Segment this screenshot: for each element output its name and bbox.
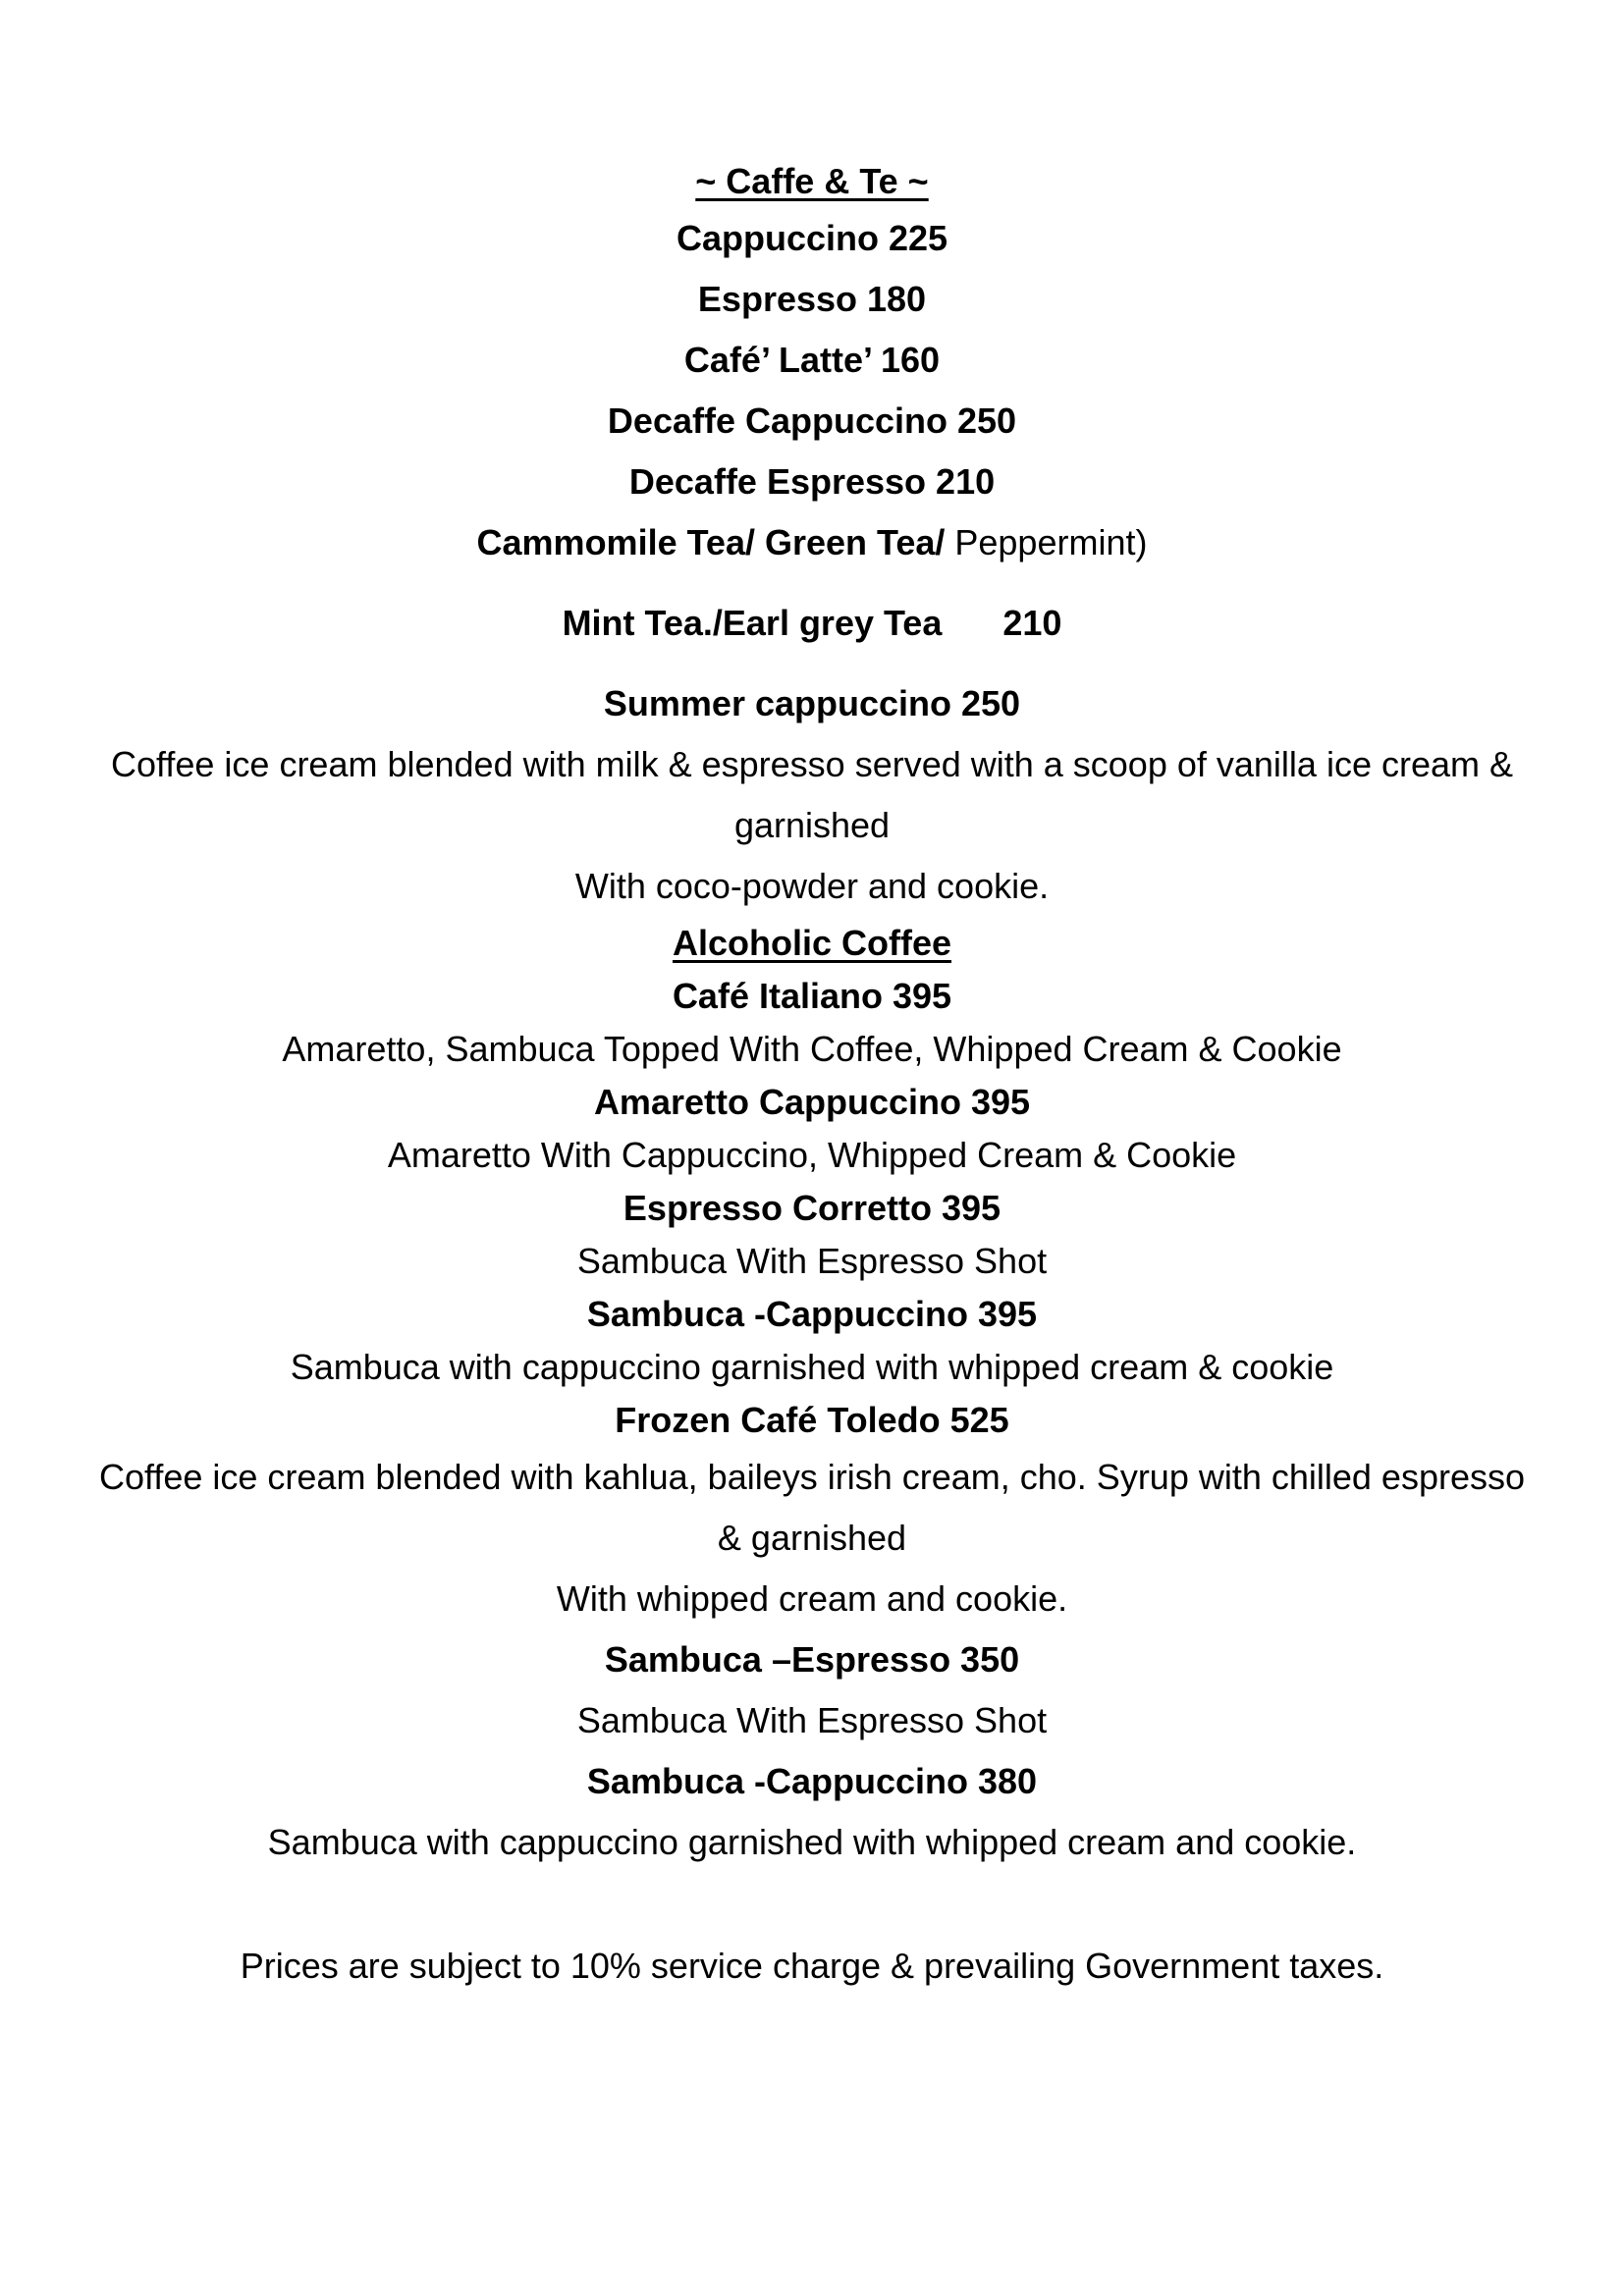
alc-item-espresso-corretto: Espresso Corretto 395	[623, 1188, 1001, 1228]
caffe-te-heading: ~ Caffe & Te ~	[695, 161, 929, 201]
menu-item-decaffe-cappuccino: Decaffe Cappuccino 250	[607, 400, 1017, 441]
alc-item-cafe-italiano-desc: Amaretto, Sambuca Topped With Coffee, Whipped Cream & Cookie	[282, 1029, 1342, 1069]
alc-item-frozen-cafe-toledo-desc-2: With whipped cream and cookie.	[556, 1578, 1068, 1619]
alc-item-cafe-italiano: Café Italiano 395	[672, 976, 952, 1016]
alc-item-sambuca-cappuccino-395-desc: Sambuca with cappuccino garnished with whipped cream & cookie	[290, 1347, 1334, 1387]
alcoholic-coffee-heading: Alcoholic Coffee	[672, 923, 952, 963]
alc-item-espresso-corretto-desc: Sambuca With Espresso Shot	[576, 1241, 1048, 1281]
alc-item-frozen-cafe-toledo-desc: Coffee ice cream blended with kahlua, baileys irish cream, cho. Syrup with chilled espresso & garnished	[98, 1457, 1526, 1558]
alc-item-sambuca-cappuccino-380: Sambuca -Cappuccino 380	[586, 1761, 1038, 1801]
alc-item-sambuca-espresso-desc: Sambuca With Espresso Shot	[576, 1700, 1048, 1740]
alc-item-amaretto-cappuccino-desc: Amaretto With Cappuccino, Whipped Cream & Cookie	[387, 1135, 1237, 1175]
menu-item-cappuccino: Cappuccino 225	[676, 218, 948, 258]
teas-label-bold: Cammomile Tea/ Green Tea/	[476, 522, 946, 562]
pricing-footnote: Prices are subject to 10% service charge & prevailing Government taxes.	[240, 1946, 1384, 1986]
menu-item-cafe-latte: Café’ Latte’ 160	[683, 340, 941, 380]
summer-cappuccino-description-2: With coco-powder and cookie.	[574, 866, 1050, 906]
summer-cappuccino-description: Coffee ice cream blended with milk & espresso served with a scoop of vanilla ice cream & garnished	[111, 744, 1513, 845]
summer-cappuccino-title: Summer cappuccino 250	[603, 683, 1021, 723]
alc-item-frozen-cafe-toledo: Frozen Café Toledo 525	[615, 1400, 1009, 1440]
menu-item-decaffe-espresso: Decaffe Espresso 210	[628, 461, 996, 502]
mint-tea-price: 210	[1002, 603, 1062, 643]
menu-item-teas	[0, 512, 1624, 573]
mint-tea-label: Mint Tea./Earl grey Tea	[562, 603, 943, 643]
menu-item-espresso: Espresso 180	[697, 279, 927, 319]
teas-label-normal: Peppermint)	[945, 522, 1148, 562]
menu-item-mint-earl-grey	[0, 593, 1624, 654]
alc-item-sambuca-cappuccino-380-desc: Sambuca with cappuccino garnished with whipped cream and cookie.	[267, 1822, 1357, 1862]
alc-item-sambuca-espresso: Sambuca –Espresso 350	[604, 1639, 1020, 1680]
alc-item-amaretto-cappuccino: Amaretto Cappuccino 395	[593, 1082, 1031, 1122]
alc-item-sambuca-cappuccino-395: Sambuca -Cappuccino 395	[586, 1294, 1038, 1334]
